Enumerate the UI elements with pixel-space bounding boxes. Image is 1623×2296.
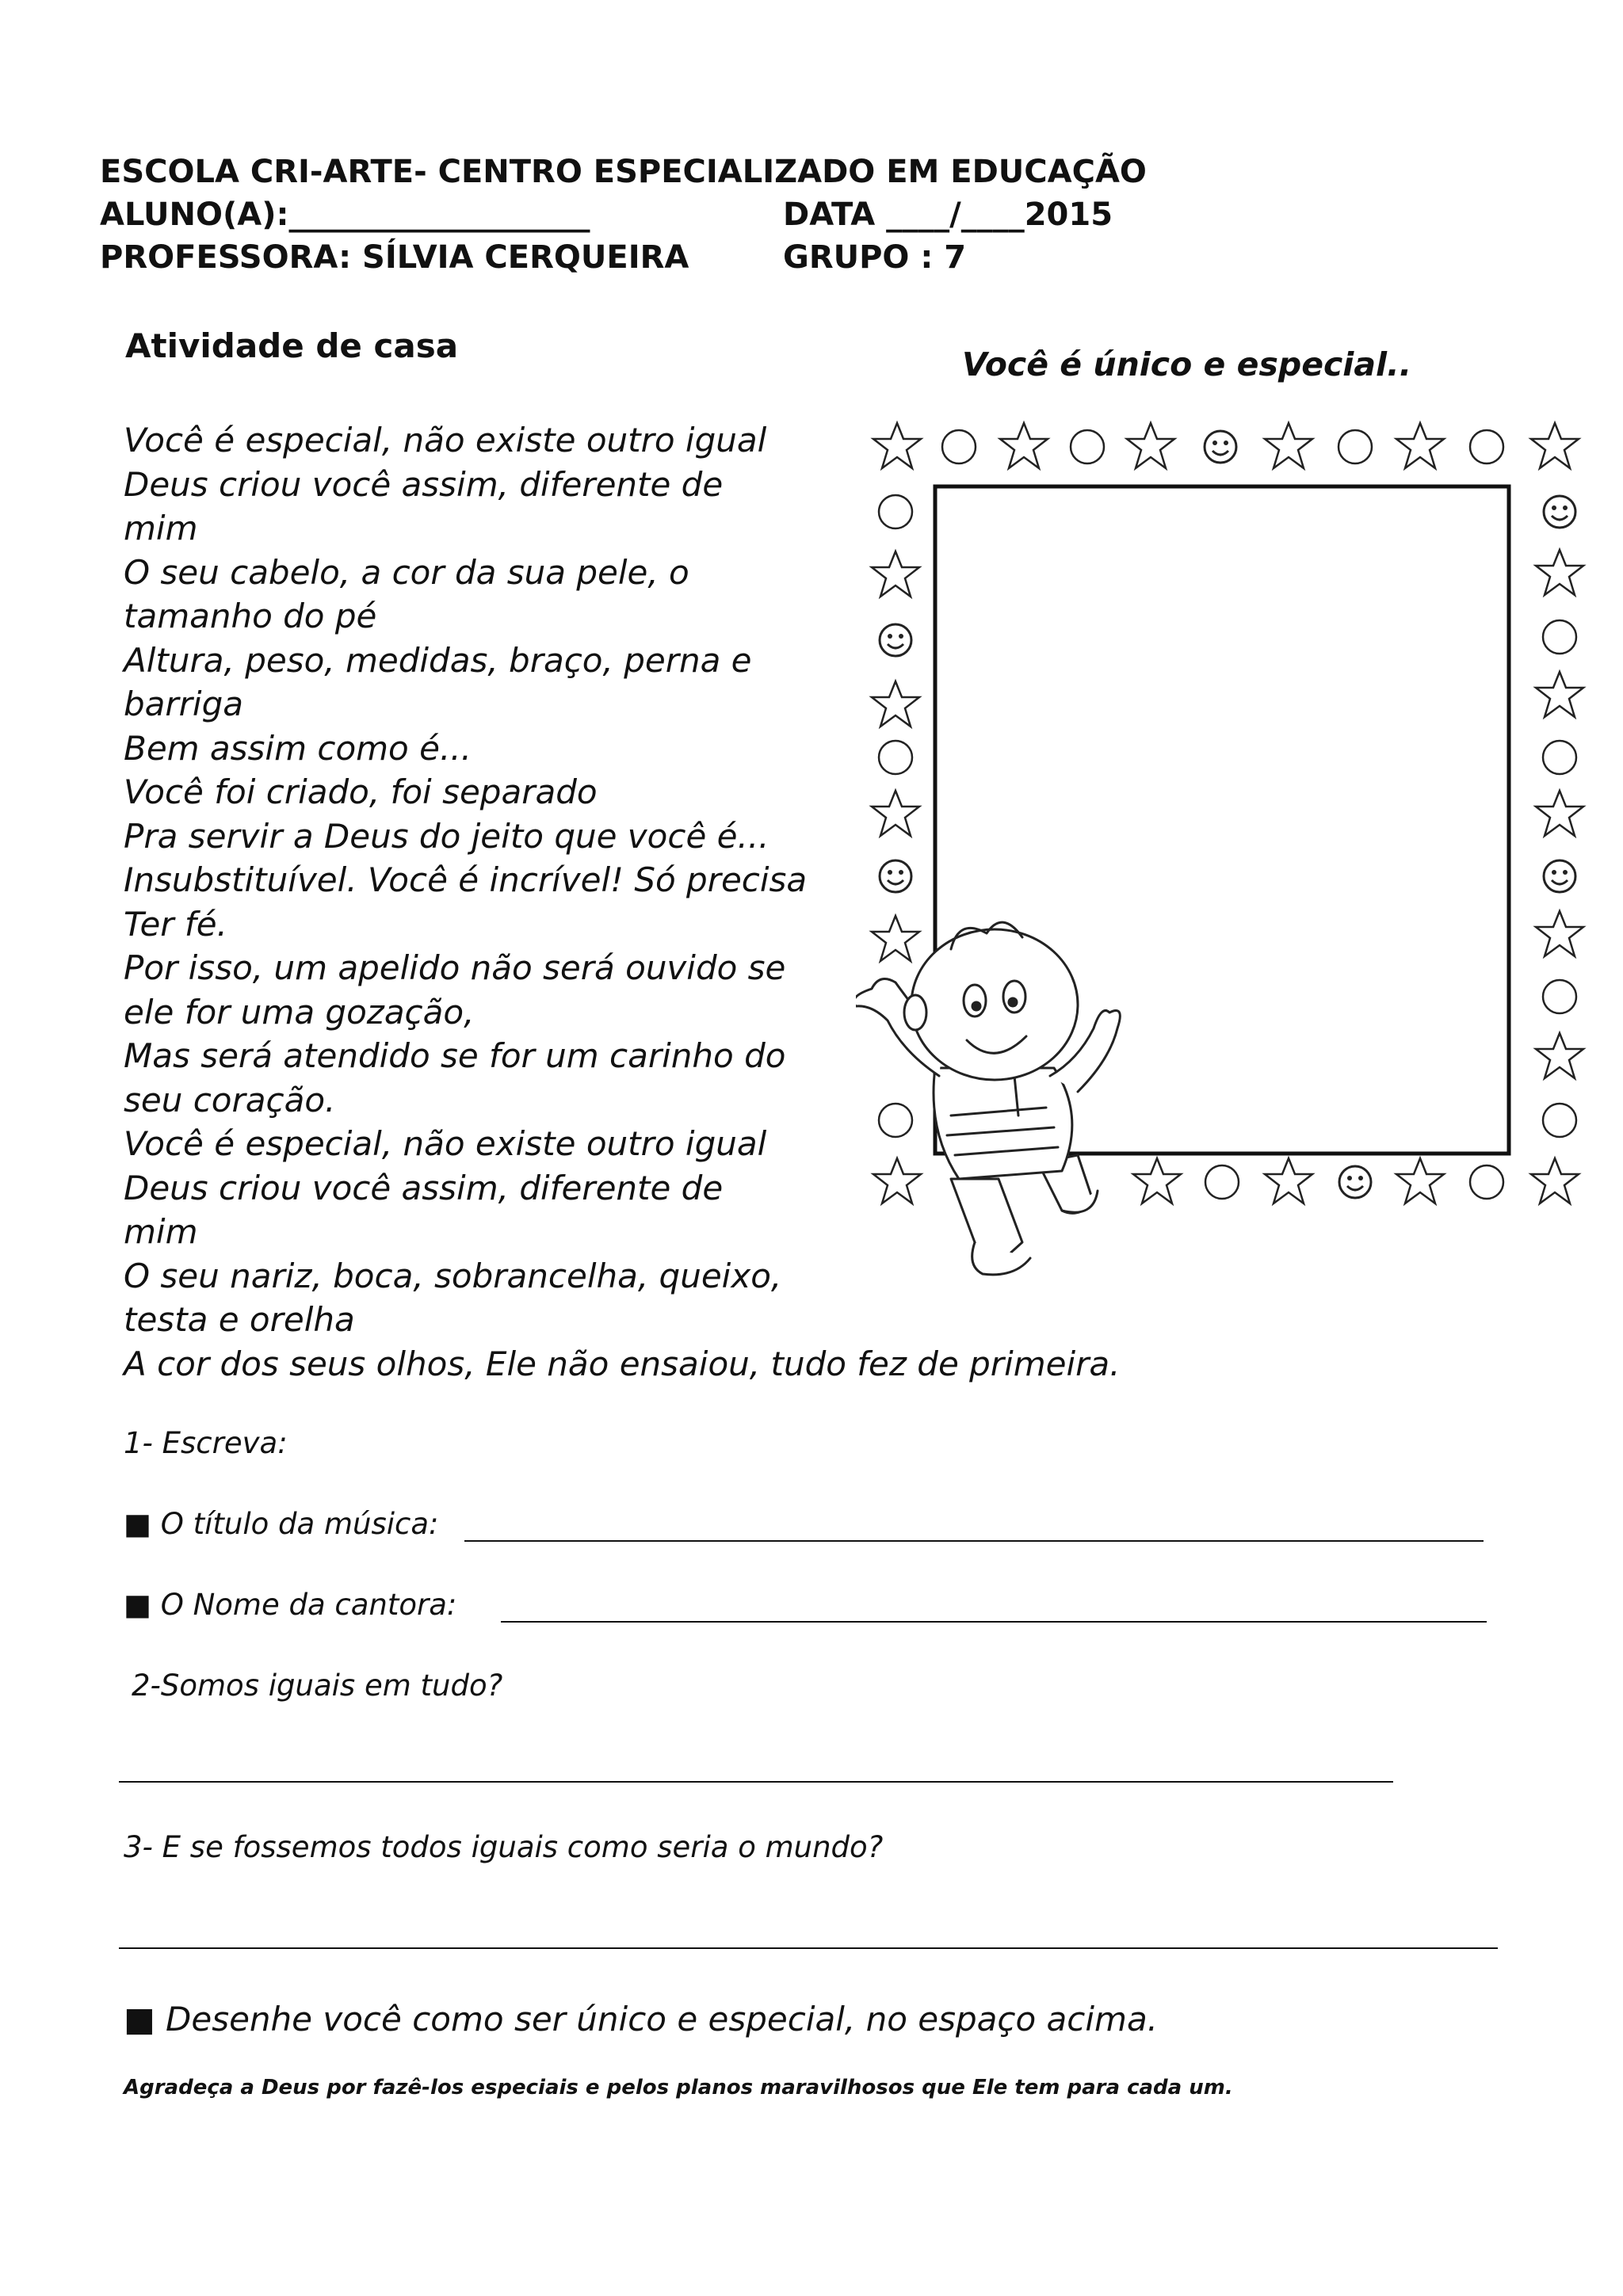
question-3: 3- E se fossemos todos iguais como seria o mundo? (124, 1830, 884, 1864)
lyric-line: ele for uma gozação, (124, 992, 475, 1032)
date-field: DATA ____/____2015 (783, 196, 1113, 233)
lyric-line: Você é especial, não existe outro igual (124, 1124, 767, 1163)
cartoon-boy-illustration (856, 922, 1120, 1275)
draw-instruction: ■ Desenhe você como ser único e especial, no espaço acima. (124, 2000, 1159, 2039)
lyric-line: O seu nariz, boca, sobrancelha, queixo, (124, 1256, 782, 1295)
lyric-line: barriga (124, 685, 243, 723)
lyric-line: Bem assim como é... (124, 728, 472, 768)
question-1b-label: ■ O Nome da cantora: (124, 1588, 457, 1622)
lyric-line: mim (124, 1212, 198, 1251)
lyric-line: Deus criou você assim, diferente de (124, 464, 724, 504)
lyric-line: seu coração. (124, 1080, 336, 1119)
lyric-line: Você é especial, não existe outro igual (124, 421, 767, 460)
lyric-line: Deus criou você assim, diferente de (124, 1168, 724, 1207)
question-2: 2-Somos iguais em tudo? (132, 1669, 503, 1703)
lyric-line: O seu cabelo, a cor da sua pele, o (124, 552, 689, 592)
lyric-line: Pra servir a Deus do jeito que você é... (124, 816, 769, 856)
group-label: GRUPO : 7 (783, 239, 967, 276)
lyric-line: mim (124, 509, 198, 547)
answer-line-question-3[interactable] (119, 1947, 1498, 1949)
teacher-name: PROFESSORA: SÍLVIA CERQUEIRA (100, 239, 689, 276)
question-1: 1- Escreva: (124, 1426, 288, 1460)
frame-title: Você é único e especial.. (962, 345, 1412, 383)
lyric-line: tamanho do pé (124, 597, 377, 635)
answer-line-song-title[interactable] (464, 1540, 1484, 1542)
lyric-line: A cor dos seus olhos, Ele não ensaiou, tudo fez de primeira. (124, 1344, 1121, 1383)
student-field: ALUNO(A):___________________ (100, 196, 590, 233)
answer-line-question-2[interactable] (119, 1781, 1393, 1783)
school-name: ESCOLA CRI-ARTE- CENTRO ESPECIALIZADO EM EDUCAÇÃO (100, 154, 1147, 190)
drawing-frame (856, 418, 1601, 1290)
lyric-line: Você foi criado, foi separado (124, 772, 598, 811)
lyric-line: Ter fé. (124, 904, 227, 944)
lyric-line: Insubstituível. Você é incrível! Só precisa (124, 860, 808, 899)
lyric-line: testa e orelha (124, 1300, 355, 1339)
activity-title: Atividade de casa (125, 326, 459, 365)
closing-note: Agradeça a Deus por fazê-los especiais e pelos planos maravilhosos que Ele tem para cada um. (124, 2076, 1233, 2100)
answer-line-singer-name[interactable] (501, 1621, 1487, 1623)
lyric-line: Altura, peso, medidas, braço, perna e (124, 640, 752, 680)
question-1a-label: ■ O título da música: (124, 1507, 439, 1541)
lyric-line: Mas será atendido se for um carinho do (124, 1036, 786, 1075)
lyric-line: Por isso, um apelido não será ouvido se (124, 948, 786, 987)
